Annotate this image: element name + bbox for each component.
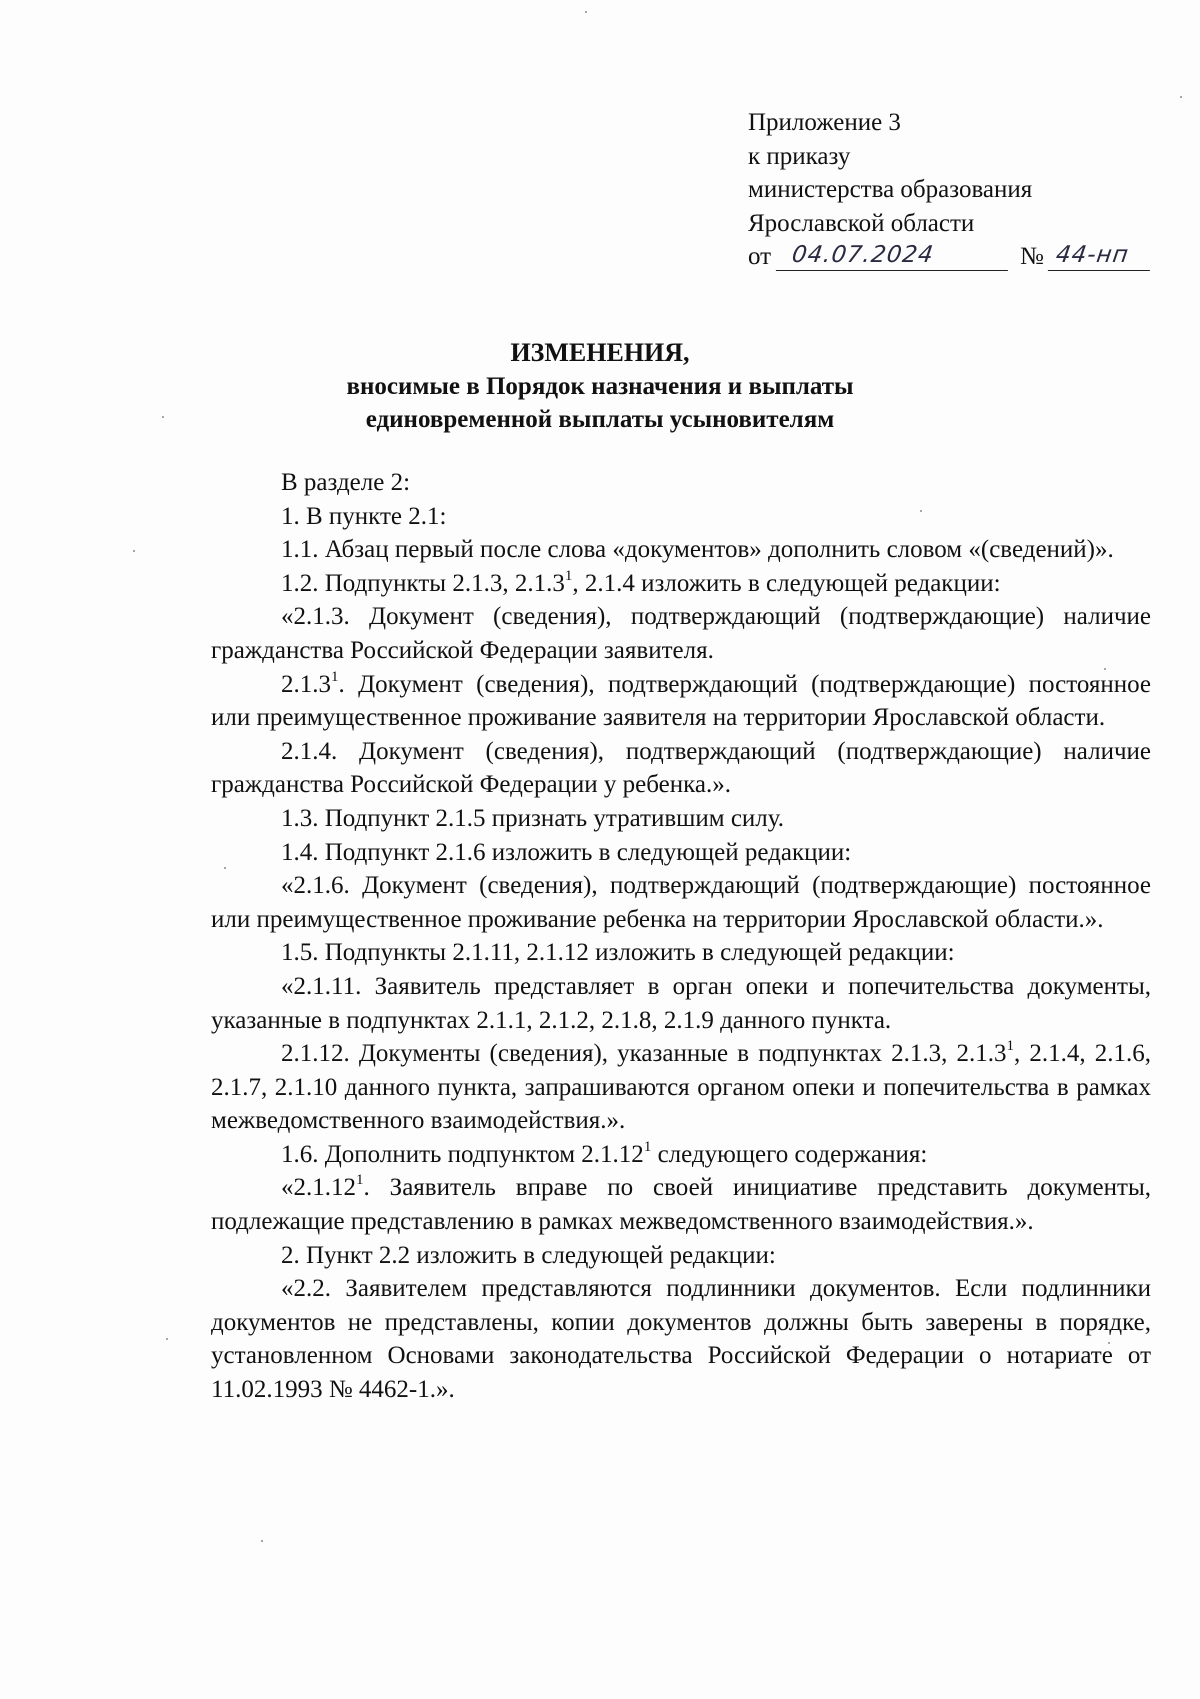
quote-2-1-3-1: 2.1.3$^1$. Документ (сведения), подтверждающий (подтверждающие) постоянное или преимущественное проживание заявителя на территории Ярославской области. [211,668,1151,732]
quote-2-1-4: 2.1.4. Документ (сведения), подтверждающий (подтверждающие) наличие гражданства Российской Федерации у ребенка.». [211,737,1151,799]
paragraph-1-2: 1.2. Подпункты 2.1.3, 2.1.3$^1$, 2.1.4 изложить в следующей редакции: [281,567,1001,597]
number-label: № [1020,243,1044,271]
order-date-number-row [748,240,1168,274]
appendix-header [748,106,1168,274]
region-name: Ярославской области [748,209,975,237]
section-intro: В разделе 2: [281,469,411,496]
scan-speck [133,550,135,552]
quote-2-1-12: 2.1.12. Документы (сведения), указанные в подпунктах 2.1.3, 2.1.3$^1$, 2.1.4, 2.1.6, 2.1.7, 2.1.10 данного пункта, запрашиваются органом опеки и попечительства в рамках межведомственного взаимодействия.». [211,1038,1151,1135]
paragraph-1-6: 1.6. Дополнить подпунктом 2.1.12$^1$ следующего содержания: [281,1138,928,1168]
quote-2-1-3: «2.1.3. Документ (сведения), подтверждающий (подтверждающие) наличие гражданства Российской Федерации заявителя. [211,603,1151,664]
title-heading: ИЗМЕНЕНИЯ, [510,338,690,367]
paragraph-1: 1. В пункте 2.1: [281,502,447,530]
paragraph-1-4: 1.4. Подпункт 2.1.6 изложить в следующей редакции: [281,838,852,866]
document-body [211,466,1151,1407]
paragraph-2: 2. Пункт 2.2 изложить в следующей редакции: [281,1241,776,1269]
title-subline-1: вносимые в Порядок назначения и выплаты [346,372,854,400]
paragraph-1-5: 1.5. Подпункты 2.1.11, 2.1.12 изложить в следующей редакции: [281,939,955,967]
quote-2-2: «2.2. Заявителем представляются подлинники документов. Если подлинники документов не представлены, копии документов должны быть заверены в порядке, установленном Основами законодательства Российской Федерации о нотариате от 11.02.1993 № 4462-1.». [211,1275,1151,1404]
order-reference: к приказу [748,142,851,170]
paragraph-1-1: 1.1. Абзац первый после слова «документов» дополнить словом «(сведений)». [281,536,1114,564]
quote-2-1-12-1: «2.1.12$^1$. Заявитель вправе по своей инициативе представить документы, подлежащие представлению в рамках межведомственного взаимодействия.». [211,1172,1151,1236]
from-label: от [748,243,772,271]
title-subline-2: единовременной выплаты усыновителям [365,406,835,434]
handwritten-date: 04.07.2024 [776,240,1012,271]
appendix-number: Приложение 3 [748,109,901,136]
handwritten-number: 44-нп [1048,240,1154,271]
scan-speck [585,11,587,13]
scan-speck [261,1540,263,1542]
scan-speck [1180,96,1182,98]
document-title [0,336,1200,437]
quote-2-1-6: «2.1.6. Документ (сведения), подтверждающий (подтверждающие) постоянное или преимущественное проживание ребенка на территории Ярославской области.». [211,872,1151,933]
scan-speck [166,1338,168,1340]
paragraph-1-3: 1.3. Подпункт 2.1.5 признать утратившим силу. [281,804,785,832]
ministry-name: министерства образования [748,176,1033,204]
quote-2-1-11: «2.1.11. Заявитель представляет в орган опеки и попечительства документы, указанные в подпунктах 2.1.1, 2.1.2, 2.1.8, 2.1.9 данного пункта. [211,972,1151,1034]
